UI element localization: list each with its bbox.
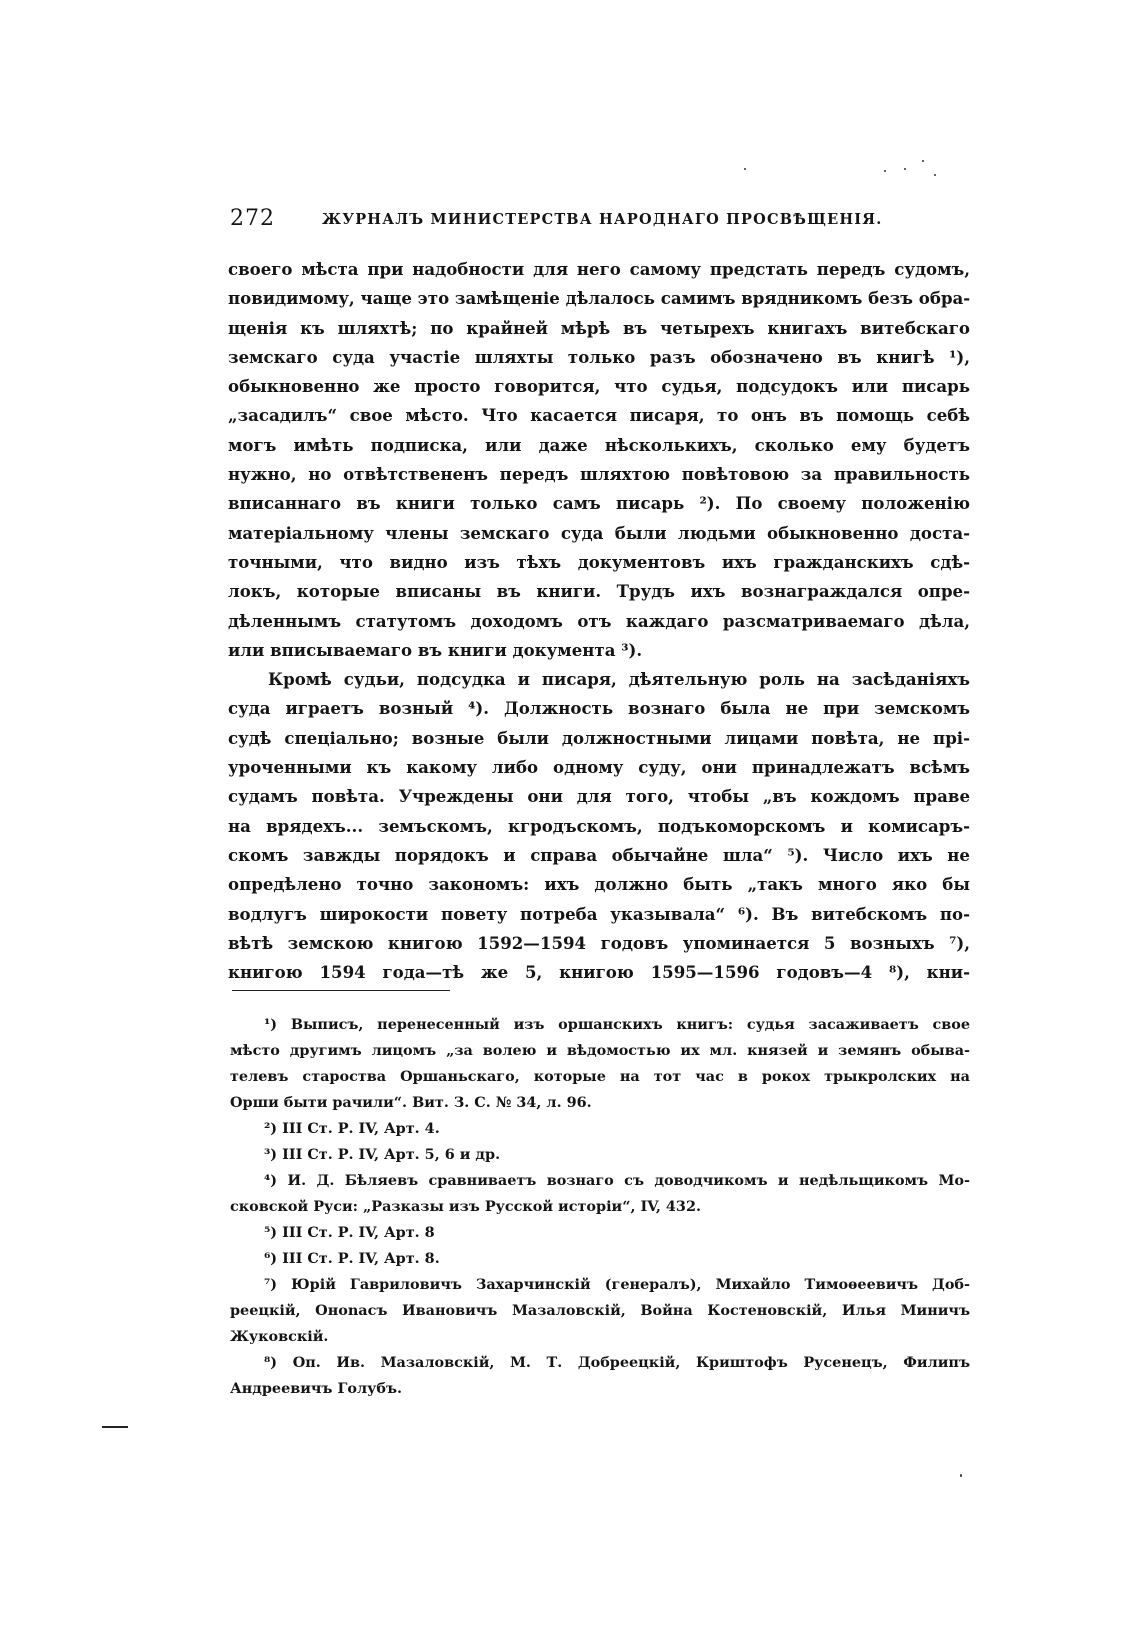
page-header xyxy=(230,206,970,240)
scan-speck xyxy=(904,168,906,170)
text-line: судамъ повѣта. Учреждены они для того, чтобы „въ кождомъ праве xyxy=(228,786,970,807)
body-text xyxy=(228,255,970,987)
footnote-line: мѣсто другимъ лицомъ „за волею и вѣдомостью их мл. князей и земянъ обыва- xyxy=(230,1042,970,1059)
text-line: матеріальному члены земскаго суда были людьми обыкновенно доста- xyxy=(228,522,970,543)
text-line: локъ, которые вписаны въ книги. Трудъ ихъ вознаграждался опре- xyxy=(228,581,970,602)
text-line: могъ имѣть подписка, или даже нѣсколькихъ, сколько ему будетъ xyxy=(228,434,970,455)
text-line: судѣ спеціально; возные были должностными лицами повѣта, не прі- xyxy=(228,727,970,748)
text-line: или вписываемаго въ книги документа ³). xyxy=(228,639,643,660)
text-line: точными, что видно изъ тѣхъ документовъ ихъ гражданскихъ сдѣ- xyxy=(228,551,970,572)
text-line: водлугъ широкости повету потреба указывала“ ⁶). Въ витебскомъ по- xyxy=(228,903,970,924)
margin-mark xyxy=(102,1426,128,1428)
text-line: Кромѣ судьи, подсудка и писаря, дѣятельную роль на засѣданіяхъ xyxy=(268,669,970,690)
text-line: повидимому, чаще это замѣщеніе дѣлалось самимъ врядникомъ безъ обра- xyxy=(228,288,970,309)
text-line: на врядехъ... земъскомъ, кгродъскомъ, подъкоморскомъ и комисаръ- xyxy=(228,815,970,836)
scan-speck xyxy=(744,168,746,170)
text-line: своего мѣста при надобности для него самому предстать передъ судомъ, xyxy=(228,259,970,279)
footnote-line: ⁷) Юрій Гавриловичъ Захарчинскій (генералъ), Михайло Тимоѳеевичъ Доб- xyxy=(264,1276,970,1293)
text-line: дѣленнымъ статутомъ доходомъ отъ каждаго разсматриваемаго дѣла, xyxy=(228,610,970,631)
text-line: вѣтѣ земскою книгою 1592—1594 годовъ упоминается 5 возныхъ ⁷), xyxy=(228,932,970,953)
text-line: нужно, но отвѣтствененъ передъ шляхтою повѣтовою за правильность xyxy=(228,464,970,485)
text-line: уроченными къ какому либо одному суду, они принадлежатъ всѣмъ xyxy=(228,757,970,778)
text-line: обыкновенно же просто говорится, что судья, подсудокъ или писарь xyxy=(228,376,970,397)
footnotes xyxy=(230,1012,970,1402)
footnote-line: Андреевичъ Голубъ. xyxy=(230,1380,403,1397)
footnote-line: ³) III Ст. Р. IV, Арт. 5, 6 и др. xyxy=(264,1146,501,1163)
page-number: 272 xyxy=(230,206,275,231)
scan-speck xyxy=(960,1474,962,1477)
text-line: суда играетъ возный ⁴). Должность вознаго была не при земскомъ xyxy=(228,698,970,719)
footnote-line: ²) III Ст. Р. IV, Арт. 4. xyxy=(264,1120,440,1137)
footnote-line: ⁶) III Ст. Р. IV, Арт. 8. xyxy=(264,1250,440,1267)
text-line: опредѣлено точно закономъ: ихъ должно быть „такъ много яко бы xyxy=(228,874,970,895)
scan-speck xyxy=(884,170,886,172)
scan-speck xyxy=(934,174,936,176)
text-line: скомъ завжды порядокъ и справа обычайне шла“ ⁵). Число ихъ не xyxy=(228,844,970,865)
footnote-line: Жуковскій. xyxy=(230,1328,329,1345)
footnote-line: Орши быти рачили“. Вит. З. С. № 34, л. 96. xyxy=(230,1094,592,1111)
scan-speck xyxy=(922,160,924,162)
running-title: ЖУРНАЛЪ МИНИСТЕРСТВА НАРОДНАГО ПРОСВѢЩЕНІЯ. xyxy=(322,211,883,228)
footnote-divider xyxy=(232,990,450,991)
text-line: вписаннаго въ книги только самъ писарь ²). По своему положенію xyxy=(228,493,970,514)
footnote-line: ⁵) III Ст. Р. IV, Арт. 8 xyxy=(264,1224,435,1241)
text-line: книгою 1594 года—тѣ же 5, книгою 1595—1596 годовъ—4 ⁸), кни- xyxy=(228,962,970,983)
text-line: земскаго суда участіе шляхты только разъ обозначено въ книгѣ ¹), xyxy=(228,346,970,367)
footnote-line: ⁴) И. Д. Бѣляевъ сравниваетъ вознаго съ доводчикомъ и недѣльщикомъ Мо- xyxy=(264,1172,970,1189)
footnote-line: телевъ староства Оршаньскаго, которые на тот час в рокох трыкролских на xyxy=(230,1068,970,1085)
text-line: „засадилъ“ свое мѣсто. Что касается писаря, то онъ въ помощь себѣ xyxy=(228,405,970,426)
footnote-line: реецкій, Оноnасъ Ивановичъ Мазаловскій, Война Костеновскій, Илья Миничъ xyxy=(230,1302,970,1319)
footnote-line: ⁸) Оп. Ив. Мазаловскій, М. Т. Добреецкій, Криштофъ Русенецъ, Филипъ xyxy=(264,1354,970,1371)
text-line: щенія къ шляхтѣ; по крайней мѣрѣ въ четырехъ книгахъ витебскаго xyxy=(228,317,970,338)
footnote-line: сковской Руси: „Разказы изъ Русской исторіи“, IV, 432. xyxy=(230,1198,701,1215)
footnote-line: ¹) Выписъ, перенесенный изъ оршанскихъ книгъ: судья засаживаетъ свое xyxy=(264,1016,970,1033)
